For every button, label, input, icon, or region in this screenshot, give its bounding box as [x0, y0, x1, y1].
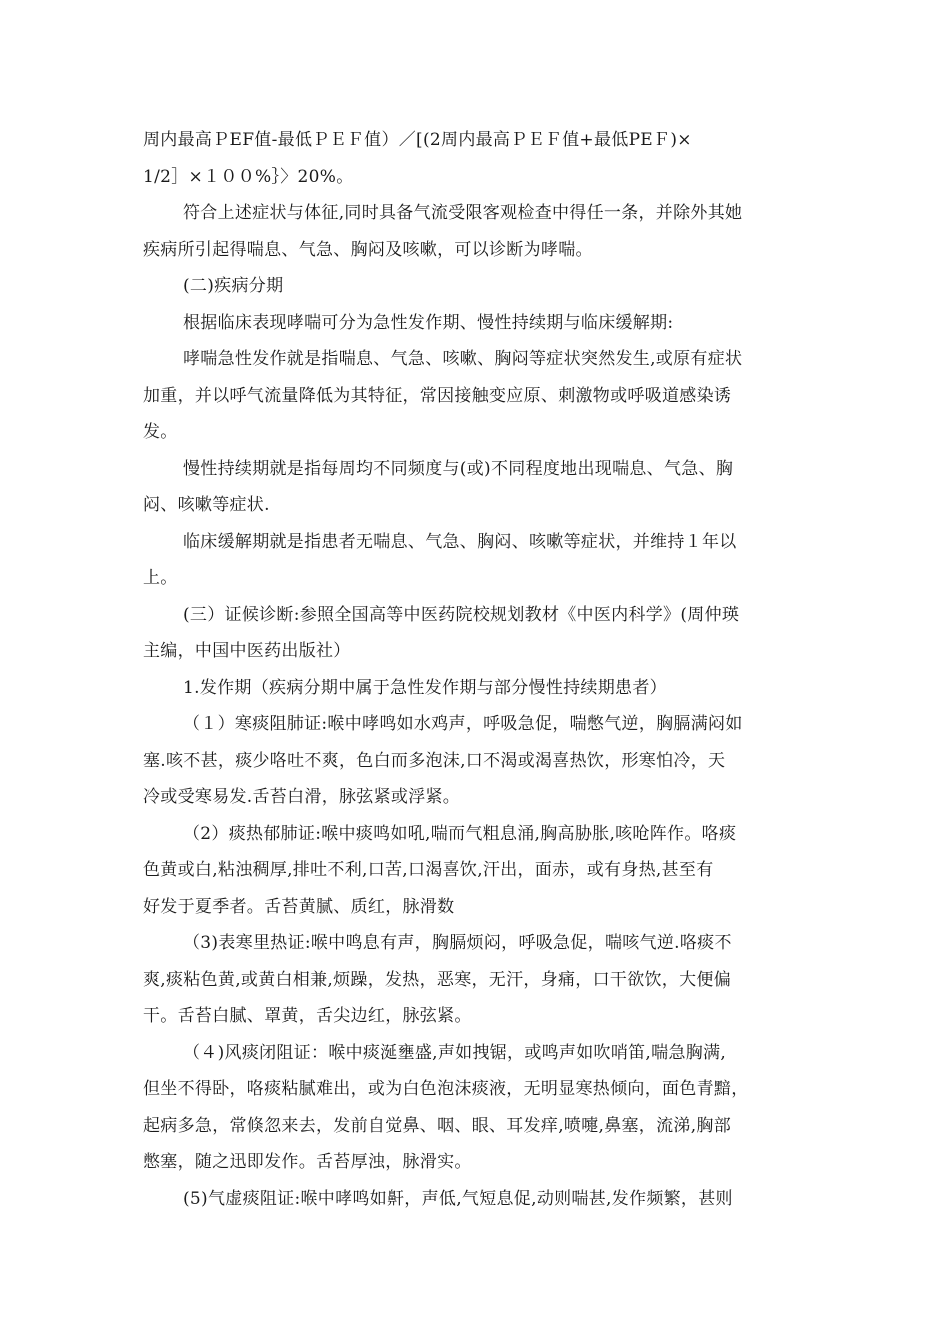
text-line: 主编，中国中医药出版社） [143, 641, 351, 661]
text-line: 好发于夏季者。舌苔黄腻、质红，脉滑数 [143, 896, 455, 917]
text-line: 冷或受寒易发.舌苔白滑，脉弦紧或浮紧。 [143, 787, 461, 807]
document-body [143, 122, 808, 1217]
text-line: 起病多急，常倏忽来去，发前自觉鼻、咽、眼、耳发痒,喷嚏,鼻塞，流涕,胸部 [143, 1115, 732, 1136]
text-line: 憋塞，随之迅即发作。舌苔厚浊，脉滑实。 [143, 1152, 472, 1172]
text-line: 1/2］×１００%｝〉20%。 [143, 166, 354, 187]
text-line: 但坐不得卧，咯痰粘腻难出，或为白色泡沫痰液，无明显寒热倾向，面色青黯， [143, 1079, 749, 1099]
text-line: 符合上述症状与体征,同时具备气流受限客观检查中得任一条，并除外其她 [183, 203, 743, 223]
text-line: 根据临床表现哮喘可分为急性发作期、慢性持续期与临床缓解期: [183, 312, 674, 333]
text-line: 闷、咳嗽等症状. [143, 495, 270, 515]
text-line: （3)表寒里热证:喉中鸣息有声，胸膈烦闷，呼吸急促，喘咳气逆.咯痰不 [183, 933, 732, 953]
text-line: （１）寒痰阻肺证:喉中哮鸣如水鸡声，呼吸急促，喘憋气逆，胸膈满闷如 [183, 714, 743, 734]
text-line: 发。 [143, 422, 178, 442]
text-line: 临床缓解期就是指患者无喘息、气急、胸闷、咳嗽等症状，并维持１年以 [183, 531, 737, 552]
text-line: 疾病所引起得喘息、气急、胸闷及咳嗽，可以诊断为哮喘。 [143, 239, 593, 260]
text-line: 哮喘急性发作就是指喘息、气急、咳嗽、胸闷等症状突然发生,或原有症状 [183, 349, 743, 369]
text-line: 上。 [143, 568, 178, 588]
text-line: 加重，并以呼气流量降低为其特征，常因接触变应原、刺激物或呼吸道感染诱 [143, 385, 732, 406]
text-line: 爽,痰粘色黄,或黄白相兼,烦躁，发热，恶寒，无汗，身痛，口干欲饮，大便偏 [143, 969, 732, 990]
text-line: 周内最高ＰEF值-最低ＰＥＦ值）／[(2周内最高ＰＥＦ值+最低PEＦ)× [143, 130, 692, 150]
text-line: (三）证候诊断:参照全国高等中医药院校规划教材《中医内科学》(周仲瑛 [183, 604, 740, 625]
text-line: (二)疾病分期 [183, 276, 284, 296]
text-line: 干。舌苔白腻、罩黄，舌尖边红，脉弦紧。 [143, 1006, 472, 1026]
text-line: 慢性持续期就是指每周均不同频度与(或)不同程度地出现喘息、气急、胸 [183, 458, 734, 479]
text-line: （４)风痰闭阻证：喉中痰涎壅盛,声如拽锯，或鸣声如吹哨笛,喘急胸满, [183, 1042, 727, 1063]
text-line: (5)气虚痰阻证:喉中哮鸣如鼾，声低,气短息促,动则喘甚,发作频繁，甚则 [183, 1188, 733, 1209]
text-line: （2）痰热郁肺证:喉中痰鸣如吼,喘而气粗息涌,胸高胁胀,咳呛阵作。咯痰 [183, 823, 737, 844]
text-line: 色黄或白,粘浊稠厚,排吐不利,口苦,口渴喜饮,汗出，面赤，或有身热,甚至有 [143, 860, 714, 880]
text-line: 1.发作期（疾病分期中属于急性发作期与部分慢性持续期患者） [183, 677, 667, 698]
text-line: 塞.咳不甚，痰少咯吐不爽，色白而多泡沫,口不渴或渴喜热饮，形寒怕冷，天 [143, 750, 726, 771]
